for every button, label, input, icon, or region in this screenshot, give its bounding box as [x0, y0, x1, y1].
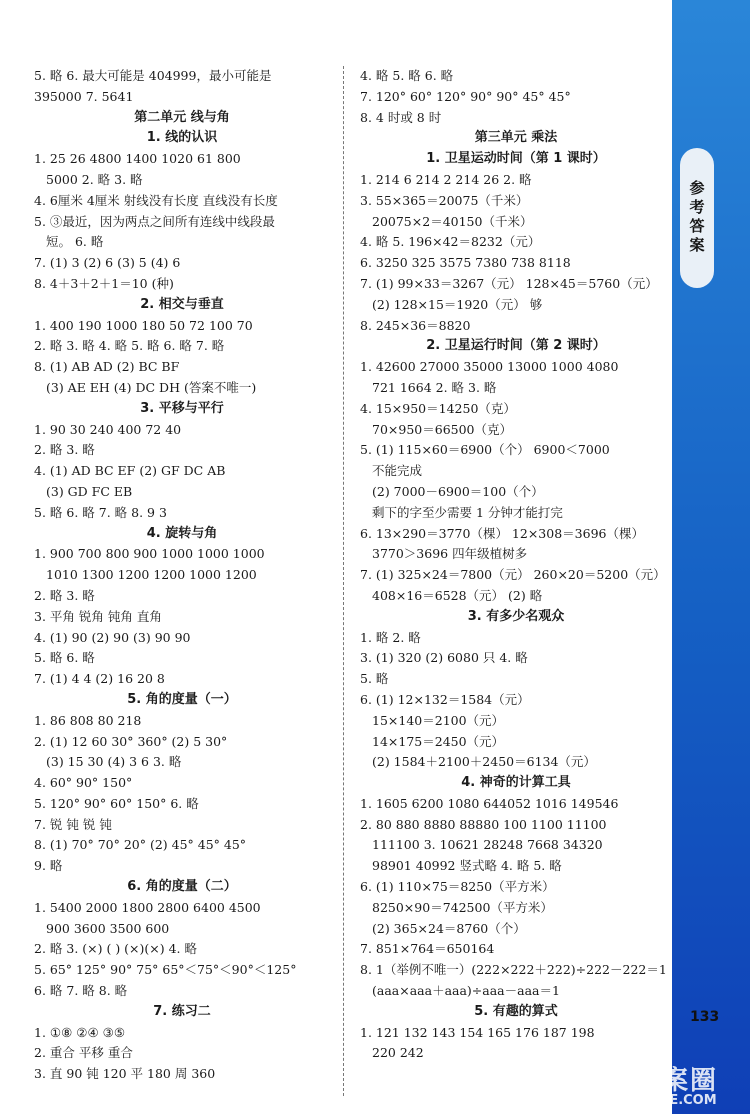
answer-line: 98901 40992 竖式略 4. 略 5. 略	[372, 858, 562, 874]
answer-line: 20075×2＝40150（千米）	[372, 213, 533, 229]
section-heading: 1. 线的认识	[146, 130, 218, 146]
answer-line: 4. 15×950＝14250（克）	[360, 400, 516, 416]
answer-line: 721 1664 2. 略 3. 略	[372, 379, 497, 395]
answer-line: 8. 1（举例不唯一）(222×222＋222)÷222－222＝1	[360, 962, 667, 978]
answer-line: 7. 锐 钝 锐 钝	[34, 816, 112, 832]
answer-line: 4. 略 5. 196×42＝8232（元）	[360, 234, 541, 250]
answer-line: 2. 略 3. 略	[34, 442, 95, 458]
answer-line: 2. (1) 12 60 30° 360° (2) 5 30°	[34, 733, 228, 749]
answer-line: 1. 90 30 240 400 72 40	[34, 421, 182, 437]
answer-line: 9. 略	[34, 858, 63, 874]
answer-line: (2) 365×24＝8760（个）	[372, 920, 526, 936]
answer-line: 1. ①⑧ ②④ ③⑤	[34, 1024, 126, 1040]
section-heading: 7. 练习二	[153, 1003, 211, 1019]
right-column	[360, 66, 672, 1064]
answer-line: 8. 4＋3＋2＋1＝10 (种)	[34, 275, 174, 291]
section-heading: 2. 相交与垂直	[140, 296, 224, 312]
answer-line: 2. 重合 平移 重合	[34, 1045, 133, 1061]
answer-line: 5. 略 6. 略	[34, 650, 95, 666]
answer-line: 5. (1) 115×60＝6900（个） 6900＜7000	[360, 442, 610, 458]
answer-line: 不能完成	[372, 463, 423, 479]
section-heading: 3. 有多少名观众	[467, 608, 565, 624]
answer-line: 220 242	[372, 1045, 424, 1061]
answer-line: 7. (1) 3 (2) 6 (3) 5 (4) 6	[34, 255, 181, 271]
answer-line: 3. 直 90 钝 120 平 180 周 360	[34, 1066, 216, 1082]
answer-line: 短。 6. 略	[46, 234, 104, 250]
answer-line: 5. 略 6. 最大可能是 404999，最小可能是	[34, 68, 272, 83]
answer-line: 3. (1) 320 (2) 6080 只 4. 略	[360, 650, 528, 666]
answer-line: 4. 60° 90° 150°	[34, 775, 133, 791]
watermark-line1: 答案圈	[633, 1066, 718, 1096]
answer-line: 1. 214 6 214 2 214 26 2. 略	[360, 171, 532, 187]
answer-line: 1. 400 190 1000 180 50 72 100 70	[34, 317, 253, 333]
answer-line: 2. 略 3. (×) ( ) (×)(×) 4. 略	[34, 941, 198, 957]
answer-line: 5. 120° 90° 60° 150° 6. 略	[34, 795, 199, 811]
answer-line: 2. 略 3. 略 4. 略 5. 略 6. 略 7. 略	[34, 338, 225, 354]
answer-line: (2) 1584＋2100＋2450＝6134（元）	[372, 754, 596, 770]
answer-line: 8. (1) AB AD (2) BC BF	[34, 359, 180, 375]
answer-line: (2) 7000－6900＝100（个）	[372, 483, 544, 499]
answer-line: (3) 15 30 (4) 3 6 3. 略	[46, 754, 182, 770]
answer-line: 5. 65° 125° 90° 75° 65°＜75°＜90°＜125°	[34, 962, 297, 978]
answer-line: 5. 略 6. 略 7. 略 8. 9 3	[34, 504, 167, 520]
answer-line: 8. 4 时或 8 时	[360, 109, 442, 125]
answer-line: 4. (1) AD BC EF (2) GF DC AB	[34, 463, 226, 479]
column-divider	[343, 66, 344, 1096]
left-column	[34, 66, 330, 1085]
answer-line: 8. 245×36＝8820	[360, 317, 471, 333]
answer-line: 1. 900 700 800 900 1000 1000 1000	[34, 546, 265, 562]
section-heading: 6. 角的度量（二）	[127, 879, 237, 895]
answer-line: (aaa×aaa＋aaa)÷aaa－aaa＝1	[372, 983, 560, 999]
answer-line: 7. (1) 4 4 (2) 16 20 8	[34, 671, 165, 687]
answer-line: 6. 13×290＝3770（棵） 12×308＝3696（棵）	[360, 525, 644, 541]
answer-line: 15×140＝2100（元）	[372, 712, 505, 728]
section-heading: 4. 旋转与角	[146, 525, 218, 541]
answer-line: 4. 6厘米 4厘米 射线没有长度 直线没有长度	[34, 192, 278, 208]
answer-line: 1. 42600 27000 35000 13000 1000 4080	[360, 359, 619, 375]
answer-line: 1. 121 132 143 154 165 176 187 198	[360, 1024, 595, 1040]
answer-line: 1. 86 808 80 218	[34, 712, 142, 728]
answer-line: 2. 80 880 8880 88880 100 1100 11100	[360, 816, 607, 832]
unit-heading: 第三单元 乘法	[474, 130, 558, 146]
answer-line: 395000 7. 5641	[34, 88, 134, 104]
answer-line: (3) GD FC EB	[46, 483, 133, 499]
section-heading: 3. 平移与平行	[140, 400, 224, 416]
answer-line: 3. 平角 锐角 钝角 直角	[34, 608, 162, 624]
answer-line: 6. 3250 325 3575 7380 738 8118	[360, 255, 571, 271]
answer-line: 2. 略 3. 略	[34, 587, 95, 603]
answer-line: 408×16＝6528（元） (2) 略	[372, 587, 543, 603]
side-band	[672, 0, 750, 1114]
answer-line: 剩下的字至少需要 1 分钟才能打完	[372, 504, 563, 520]
page-number: 133	[690, 1009, 720, 1025]
section-heading: 1. 卫星运动时间（第 1 课时）	[426, 151, 606, 167]
answer-line: 1010 1300 1200 1200 1000 1200	[46, 567, 257, 583]
answer-line: 6. (1) 110×75＝8250（平方米）	[360, 879, 555, 895]
answer-line: 6. 略 7. 略 8. 略	[34, 983, 128, 999]
section-heading: 2. 卫星运行时间（第 2 课时）	[426, 338, 606, 354]
section-heading: 5. 有趣的算式	[474, 1003, 558, 1019]
answer-line: 7. (1) 99×33＝3267（元） 128×45＝5760（元）	[360, 275, 658, 291]
answer-line: 1. 5400 2000 1800 2800 6400 4500	[34, 899, 261, 915]
answer-line: 8250×90＝742500（平方米）	[372, 899, 553, 915]
answer-line: 4. (1) 90 (2) 90 (3) 90 90	[34, 629, 191, 645]
unit-heading: 第二单元 线与角	[134, 109, 230, 125]
answer-line: (2) 128×15＝1920（元） 够	[372, 296, 543, 312]
answer-line: 111100 3. 10621 28248 7668 34320	[372, 837, 603, 853]
answer-line: 7. 120° 60° 120° 90° 90° 45° 45°	[360, 88, 571, 104]
answer-line: 8. (1) 70° 70° 20° (2) 45° 45° 45°	[34, 837, 247, 853]
answer-line: 5. ③最近，因为两点之间所有连线中线段最	[34, 213, 275, 229]
watermark-line2: MXQE.COM	[635, 1093, 717, 1108]
answer-line: 6. (1) 12×132＝1584（元）	[360, 691, 530, 707]
answer-line: 4. 略 5. 略 6. 略	[360, 68, 454, 83]
answer-line: 1. 1605 6200 1080 644052 1016 149546	[360, 795, 619, 811]
answer-line: 7. 851×764＝650164	[360, 941, 495, 957]
answer-line: 5. 略	[360, 671, 389, 687]
answer-line: 14×175＝2450（元）	[372, 733, 505, 749]
answer-line: 3. 55×365＝20075（千米）	[360, 192, 529, 208]
section-heading: 5. 角的度量（一）	[127, 691, 237, 707]
answer-line: (3) AE EH (4) DC DH (答案不唯一)	[46, 379, 257, 395]
watermark	[606, 1060, 746, 1110]
answer-line: 7. (1) 325×24＝7800（元） 260×20＝5200（元）	[360, 567, 666, 583]
answer-line: 70×950＝66500（克）	[372, 421, 513, 437]
answer-line: 1. 25 26 4800 1400 1020 61 800	[34, 151, 241, 167]
answer-line: 900 3600 3500 600	[46, 920, 170, 936]
answer-line: 5000 2. 略 3. 略	[46, 171, 143, 187]
answer-line: 1. 略 2. 略	[360, 629, 421, 645]
answer-line: 3770＞3696 四年级植树多	[372, 546, 528, 562]
section-heading: 4. 神奇的计算工具	[461, 775, 571, 791]
answer-key-tab: 参考答案	[680, 148, 714, 288]
